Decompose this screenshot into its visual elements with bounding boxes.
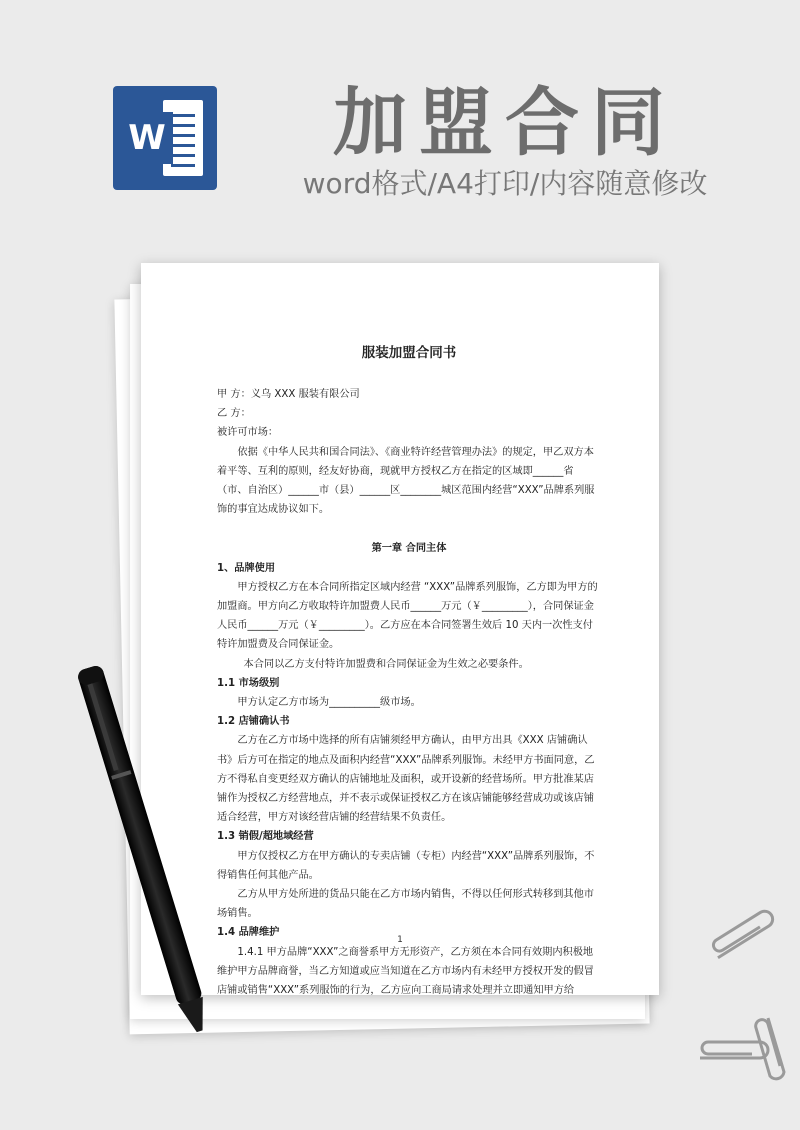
paper-clip-icon: [690, 1010, 800, 1090]
word-logo-icon: [113, 86, 217, 190]
page-number: 1: [397, 935, 403, 945]
banner-title: 加盟合同: [333, 80, 677, 166]
section-heading: 1.2 店铺确认书: [217, 716, 290, 728]
chapter-heading: 第一章 合同主体: [371, 543, 447, 555]
document-body: [217, 343, 601, 1000]
banner-subtitle: word格式/A4打印/内容随意修改: [302, 167, 708, 200]
section-heading: 1.3 销假/超地域经营: [217, 831, 314, 843]
party-b: 乙 方：: [217, 408, 251, 420]
party-a: 甲 方：义乌 XXX 服装有限公司: [217, 389, 360, 400]
paragraph: 乙方在乙方市场中选择的所有店铺须经甲方确认，由甲方出具《XXX 店铺确认书》后方可在指定的地点及面积内经营“XXX”品牌系列服饰。未经甲方书面同意，乙方不得私自变更经双方确认的店铺地址及面积，或开设新的经营场所。甲方批准某店铺作为授权乙方经营地点，并不表示或保证授权乙方在该店铺能够经营成功或该店铺适合经营，甲方对该经营店铺的经营结果不负责任。: [217, 735, 595, 824]
section-heading: 1、品牌使用: [217, 562, 276, 574]
paragraph: 乙方从甲方处所进的货品只能在乙方市场内销售，不得以任何形式转移到其他市场销售。: [217, 889, 594, 920]
paragraph: 甲方认定乙方市场为__________级市场。: [237, 697, 421, 709]
document-title: 服装加盟合同书: [361, 345, 457, 361]
paragraph: 1.4.1 甲方品牌“XXX”之商誉系甲方无形资产，乙方须在本合同有效期内积极地维护甲方品牌商誉，当乙方知道或应当知道在乙方市场内有未经甲方授权开发的假冒店铺或销售“XXX”系列服饰的行为，乙方应向工商局请求处理并立即通知甲方给: [217, 946, 594, 997]
intro-paragraph: 依据《中华人民共和国合同法》、《商业特许经营管理办法》的规定，甲乙双方本着平等、互利的原则，经友好协商，现就甲方授权乙方在指定的区域即______省（市、自治区）______市（县）______区________城区范围内经营“XXX”品牌系列服饰的事宜达成协议如下。: [217, 446, 595, 516]
paragraph: 甲方仅授权乙方在甲方确认的专卖店铺（专柜）内经营“XXX”品牌系列服饰，不得销售任何其他产品。: [217, 850, 595, 881]
licensed-market: 被许可市场：: [217, 427, 279, 439]
paragraph: 甲方授权乙方在本合同所指定区域内经营 “XXX”品牌系列服饰，乙方即为甲方的加盟商。甲方向乙方收取特许加盟费人民币______万元（￥_________），合同保证金人民币______万元（￥_________）。乙方应在本合同签署生效后 10 天内一次性支付特许加盟费及合同保证金。: [217, 581, 598, 651]
section-heading: 1.4 品牌维护: [217, 927, 280, 939]
paper-clip-icon: [700, 900, 790, 970]
paragraph: 本合同以乙方支付特许加盟费和合同保证金为生效之必要条件。: [243, 658, 529, 670]
word-letter: W: [121, 112, 173, 164]
document-page: [141, 263, 659, 995]
section-heading: 1.1 市场级别: [217, 677, 280, 689]
